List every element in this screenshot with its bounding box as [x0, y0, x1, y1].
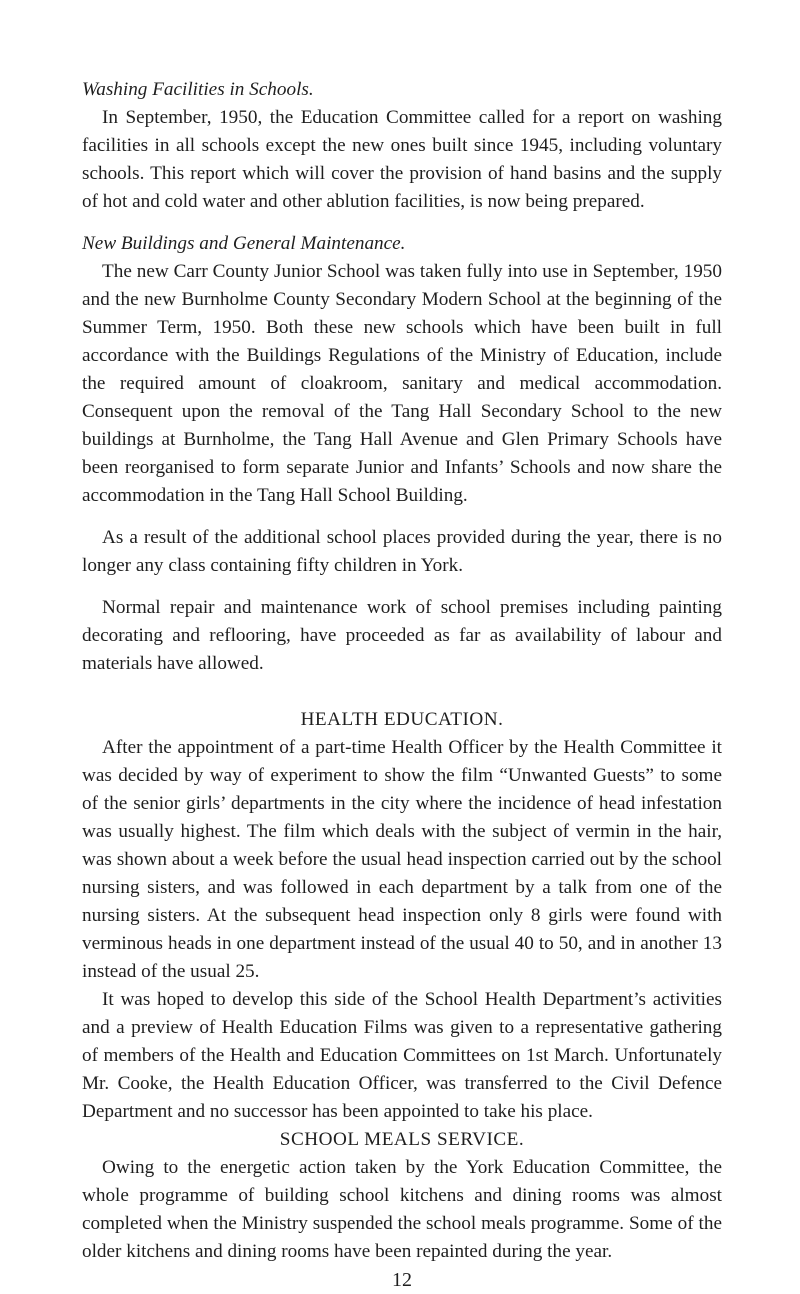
health-education-paragraph-2: It was hoped to develop this side of the School Health Department’s activities and a preview of Health Education Films was given to a representative gathering of members of the Health and Education Committees on 1st March. Unfortunately Mr. Cooke, the Health Education Officer, was transferred to the Civil Defence Department and no successor has been appointed to take his place. [82, 989, 722, 1122]
page-number: 12 [392, 1269, 412, 1291]
school-meals-paragraph: Owing to the energetic action taken by the York Education Committee, the whole programme of building school kitchens and dining rooms was almost completed when the Ministry suspended the school meals programme. Some of the older kitchens and dining rooms have been repainted during the year. [82, 1157, 722, 1262]
washing-facilities-paragraph: In September, 1950, the Education Committee called for a report on washing facilities in all schools except the new ones built since 1945, including voluntary schools. This report which will cover the provision of hand basins and the supply of hot and cold water and other ablution facilities, is now being prepared. [82, 107, 722, 212]
document-page [82, 76, 722, 1294]
washing-facilities-heading: Washing Facilities in Schools. [82, 79, 314, 100]
health-education-heading: HEALTH EDUCATION. [300, 709, 504, 730]
school-meals-heading: SCHOOL MEALS SERVICE. [279, 1129, 525, 1150]
new-buildings-paragraph-1: The new Carr County Junior School was taken fully into use in September, 1950 and the new Burnholme County Secondary Modern School at the beginning of the Summer Term, 1950. Both these new schools which have been built in full accordance with the Buildings Regulations of the Ministry of Education, include the required amount of cloakroom, sanitary and medical accommodation. Consequent upon the removal of the Tang Hall Secondary School to the new buildings at Burnholme, the Tang Hall Avenue and Glen Primary Schools have been reorganised to form separate Junior and Infants’ Schools and now share the accommodation in the Tang Hall School Building. [82, 261, 722, 506]
new-buildings-paragraph-2: As a result of the additional school places provided during the year, there is no longer any class containing fifty children in York. [82, 527, 722, 576]
new-buildings-heading: New Buildings and General Maintenance. [82, 233, 406, 254]
new-buildings-paragraph-3: Normal repair and maintenance work of school premises including painting decorating and reflooring, have proceeded as far as availability of labour and materials have allowed. [82, 597, 722, 674]
health-education-paragraph-1: After the appointment of a part-time Health Officer by the Health Committee it was decided by way of experiment to show the film “Unwanted Guests” to some of the senior girls’ departments in the city where the incidence of head infestation was usually highest. The film which deals with the subject of vermin in the hair, was shown about a week before the usual head inspection carried out by the school nursing sisters, and was followed in each department by a talk from one of the nursing sisters. At the subsequent head inspection only 8 girls were found with verminous heads in one department instead of the usual 40 to 50, and in another 13 instead of the usual 25. [82, 737, 722, 982]
